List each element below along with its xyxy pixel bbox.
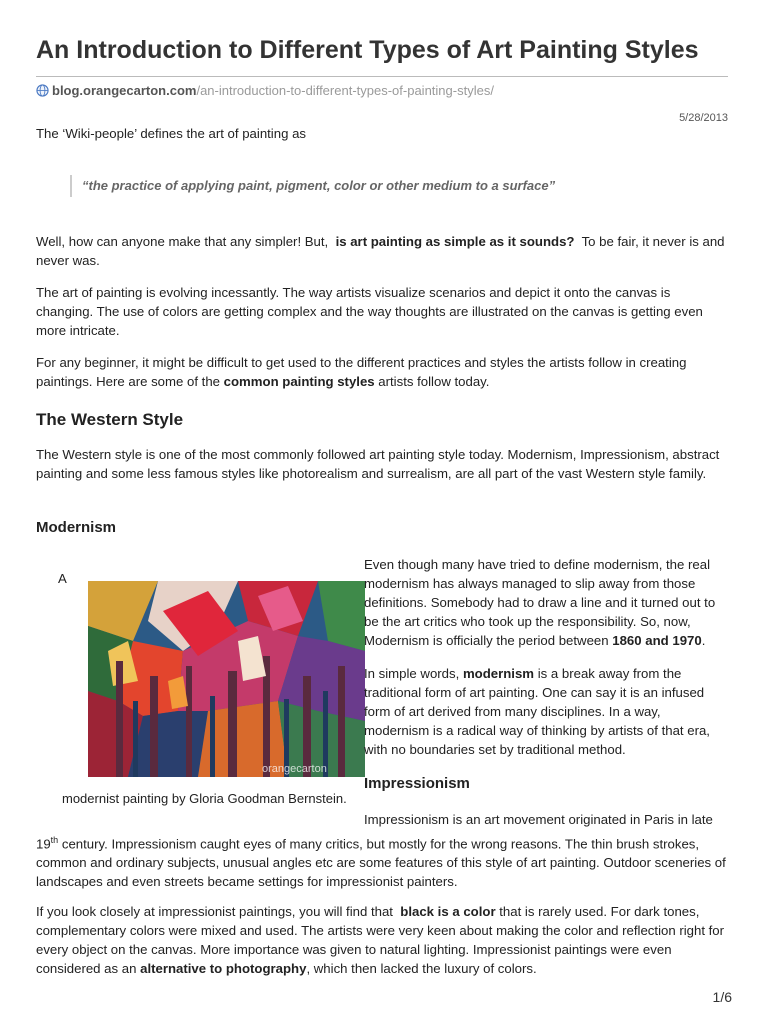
title-divider xyxy=(36,76,728,77)
heading-impressionism: Impressionism xyxy=(364,775,470,792)
intro-text: The ‘Wiki-people’ defines the art of painting as xyxy=(36,126,307,141)
modernism-paragraph-2: In simple words, modernism is a break away from the traditional form of art painting. One can say it is an infused form of art derived from many disciplines. In a way, modernism is a radical way of thinking by artists of that era, with no boundaries set by traditional method. xyxy=(364,666,710,757)
globe-icon xyxy=(36,84,49,97)
western-style-text: The Western style is one of the most commonly followed art painting style today. Modernism, Impressionism, abstract painting and some less famous styles like photorealism and surrealism, are all part of the vast Western style family. xyxy=(36,447,720,481)
source-path[interactable]: /an-introduction-to-different-types-of-painting-styles/ xyxy=(196,83,494,98)
modernism-paragraph-1: Even though many have tried to define modernism, the real modernism has always managed to slip away from those definitions. Somebody had to draw a line and it turned out to be the art critics who took up the responsibility. So, now, Modernism is officially the period between 1860 and 1970. xyxy=(364,557,716,648)
paragraph-2: The art of painting is evolving incessantly. The way artists visualize scenarios and depict it onto the canvas is changing. The use of colors are getting complex and the way thoughts are illustrated on the canvas is getting even more intricate. xyxy=(36,285,703,338)
heading-modernism: Modernism xyxy=(36,519,117,536)
post-date: 5/28/2013 xyxy=(679,112,728,124)
blockquote: “the practice of applying paint, pigment, color or other medium to a surface” xyxy=(70,175,555,197)
painting-watermark: orangecarton xyxy=(262,763,327,775)
page-number: 1/6 xyxy=(712,989,732,1005)
modernist-painting-image xyxy=(88,581,365,777)
paragraph-1: Well, how can anyone make that any simpler! But, is art painting as simple as it sounds? To be fair, it never is and never was. xyxy=(36,234,725,268)
impressionism-paragraph-2: If you look closely at impressionist paintings, you will find that black is a color that is rarely used. For dark tones, complementary colors were mixed and used. The artists were very keen about making the color and reflection right for every object on the canvas. More importance was given to natural lighting. Impressionist paintings were even considered as an alternative to photography, which then lacked the luxury of colors. xyxy=(36,904,725,976)
dropcap-letter: A xyxy=(58,571,67,586)
source-link[interactable] xyxy=(36,83,494,98)
impressionism-paragraph-1-start: Impressionism is an art movement originated in Paris in late xyxy=(364,812,713,827)
paragraph-3: For any beginner, it might be difficult to get used to the different practices and styles the artists follow in creating paintings. Here are some of the common painting styles artists follow today. xyxy=(36,355,687,389)
impressionism-paragraph-1: 19th century. Impressionism caught eyes of many critics, but mostly for the wrong reasons. The thin brush strokes, common and ordinary subjects, unusual angles etc are some features of this style of art painting. Outdoor sceneries of landscapes and even streets became settings for impressionist painters. xyxy=(36,835,726,890)
image-caption: modernist painting by Gloria Goodman Bernstein. xyxy=(62,791,347,806)
heading-western-style: The Western Style xyxy=(36,410,184,429)
source-domain[interactable]: blog.orangecarton.com xyxy=(52,83,197,98)
page-title: An Introduction to Different Types of Art Painting Styles xyxy=(36,36,699,64)
